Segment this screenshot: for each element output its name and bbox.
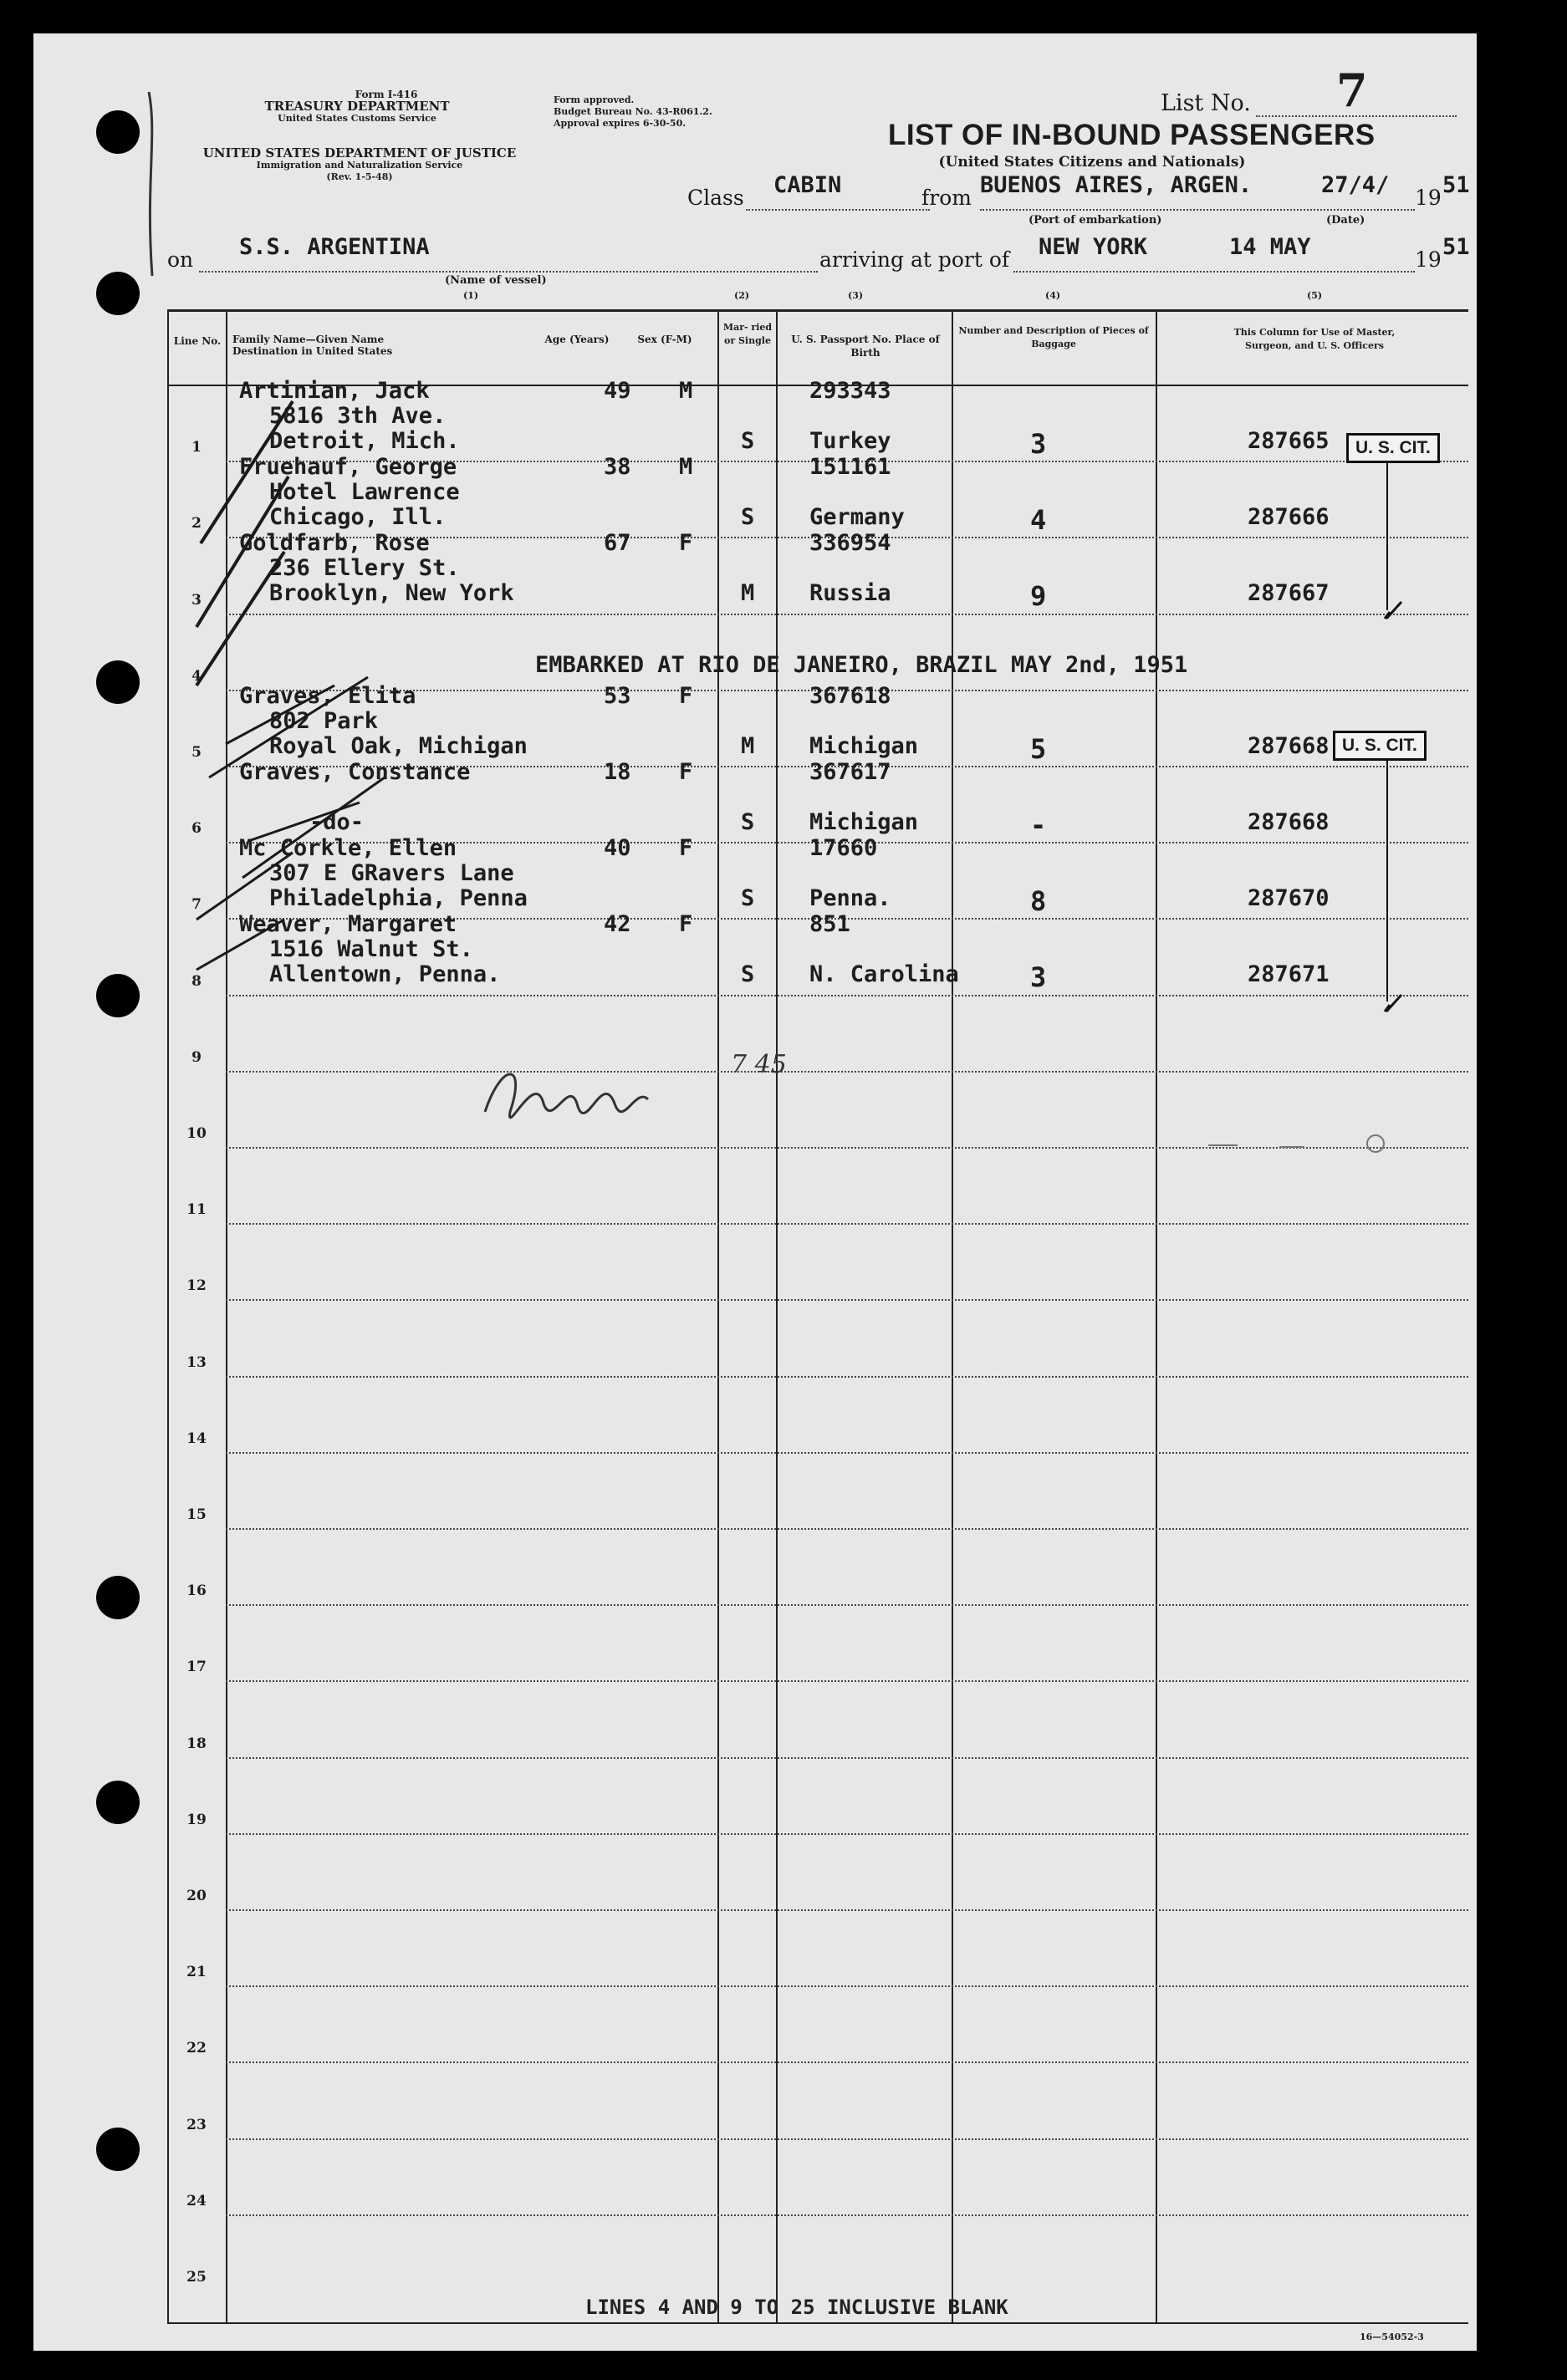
col-num-5: (5) xyxy=(1307,290,1323,301)
passenger-baggage: 3 xyxy=(1030,428,1047,460)
passenger-address: Hotel Lawrence xyxy=(269,479,460,506)
dept-justice-sub: Immigration and Naturalization Service xyxy=(256,160,463,171)
row-rule xyxy=(226,2061,1468,2063)
line-number: 12 xyxy=(186,1277,207,1295)
passenger-age: 18 xyxy=(604,759,631,785)
passenger-city: -do- xyxy=(309,809,365,835)
class-line xyxy=(746,209,930,211)
approval-line-1: Form approved. xyxy=(554,94,635,105)
passenger-officer-no: 287666 xyxy=(1248,504,1330,531)
passenger-sex: F xyxy=(679,835,693,862)
passenger-officer-no: 287671 xyxy=(1248,961,1330,988)
passenger-sex: M xyxy=(679,378,693,404)
passenger-name: Graves, Constance xyxy=(239,759,471,785)
line-number: 22 xyxy=(186,2040,207,2057)
passenger-passport-no: 336954 xyxy=(809,530,891,557)
line-number: 13 xyxy=(186,1353,207,1371)
list-no-value: 7 xyxy=(1336,64,1368,117)
form-sheet xyxy=(33,33,1477,2351)
passenger-age: 53 xyxy=(604,682,631,709)
passenger-baggage: 8 xyxy=(1030,885,1047,918)
col-num-3: (3) xyxy=(848,290,864,301)
date-caption: (Date) xyxy=(1326,214,1365,227)
line-number: 9 xyxy=(191,1048,202,1066)
passenger-name: Weaver, Margaret xyxy=(239,911,457,938)
dept-treasury-sub: United States Customs Service xyxy=(278,113,436,124)
passenger-baggage: - xyxy=(1030,809,1047,841)
passenger-passport-no: 293343 xyxy=(809,378,891,404)
passenger-address: 5816 3th Ave. xyxy=(269,403,447,429)
passenger-marital-status: S xyxy=(741,504,755,531)
passenger-marital-status: M xyxy=(741,732,755,759)
passenger-officer-no: 287665 xyxy=(1248,428,1330,454)
stamp-bracket xyxy=(1386,761,1388,1001)
row-rule xyxy=(226,614,1468,615)
check-mark xyxy=(1380,594,1413,627)
col-header-passport: U. S. Passport No. Place of Birth xyxy=(791,334,940,359)
line-number: 23 xyxy=(186,2116,207,2133)
cancel-marks xyxy=(192,385,410,1020)
line-number: 24 xyxy=(186,2192,207,2209)
from-label: from xyxy=(921,186,972,210)
row-rule xyxy=(226,1757,1468,1759)
passenger-address: 1516 Walnut St. xyxy=(269,936,473,963)
dept-treasury: TREASURY DEPARTMENT xyxy=(264,99,450,114)
passenger-age: 40 xyxy=(604,835,631,862)
passenger-age: 42 xyxy=(604,911,631,938)
col-header-sex: Sex (F-M) xyxy=(637,334,692,345)
arrival-date: 14 MAY xyxy=(1229,234,1311,260)
line-number: 3 xyxy=(191,591,202,609)
col-header-married: Mar- ried or Single xyxy=(722,322,773,346)
line-number: 4 xyxy=(191,667,202,685)
passenger-passport-no: 367618 xyxy=(809,682,891,709)
row-rule xyxy=(226,2138,1468,2140)
row-rule xyxy=(226,1909,1468,1911)
approval-line-2: Budget Bureau No. 43-R061.2. xyxy=(554,106,712,117)
from-date: 27/4/ xyxy=(1321,172,1390,198)
col-num-4: (4) xyxy=(1045,290,1061,301)
passenger-officer-no: 287668 xyxy=(1248,732,1330,759)
line-number: 18 xyxy=(186,1735,207,1752)
passenger-sex: M xyxy=(679,454,693,481)
col-header-officers: This Column for Use of Master, Surgeon, and U. S. Officers xyxy=(1233,327,1396,351)
vessel-value: S.S. ARGENTINA xyxy=(239,234,430,260)
line-number: 25 xyxy=(186,2269,207,2286)
arrival-line xyxy=(1013,271,1415,273)
row-rule xyxy=(226,1833,1468,1835)
on-label: on xyxy=(167,247,194,272)
passenger-sex: F xyxy=(679,682,693,709)
passenger-age: 38 xyxy=(604,454,631,481)
embarked-note: EMBARKED AT RIO DE JANEIRO, BRAZIL MAY 2nd, 1951 xyxy=(535,652,1188,678)
passenger-birthplace: Michigan xyxy=(809,809,919,835)
dept-justice: UNITED STATES DEPARTMENT OF JUSTICE xyxy=(202,145,517,161)
us-citizen-stamp: U. S. CIT. xyxy=(1333,731,1427,761)
passenger-marital-status: S xyxy=(741,961,755,988)
passenger-passport-no: 367617 xyxy=(809,759,891,785)
row-rule xyxy=(226,1299,1468,1301)
row-rule xyxy=(226,2214,1468,2216)
line-number: 16 xyxy=(186,1582,207,1600)
from-line xyxy=(980,209,1415,211)
from-year: 51 xyxy=(1442,172,1470,198)
punch-hole xyxy=(96,1781,140,1824)
row-rule xyxy=(226,1680,1468,1682)
passenger-address: 307 E GRavers Lane xyxy=(269,860,514,887)
punch-hole xyxy=(96,1576,140,1619)
arrival-year: 51 xyxy=(1442,234,1470,260)
passenger-city: Royal Oak, Michigan xyxy=(269,732,528,759)
line-number: 5 xyxy=(191,744,202,761)
punch-hole xyxy=(96,974,140,1017)
passenger-address: 802 Park xyxy=(269,707,379,734)
passenger-age: 67 xyxy=(604,530,631,557)
passenger-marital-status: M xyxy=(741,580,755,607)
passenger-city: Philadelphia, Penna xyxy=(269,885,528,912)
passenger-officer-no: 287670 xyxy=(1248,885,1330,912)
arriving-label: arriving at port of xyxy=(819,247,1010,272)
row-rule xyxy=(226,1985,1468,1987)
col-num-2: (2) xyxy=(734,290,750,301)
from-year-prefix: 19 xyxy=(1415,186,1442,210)
form-code: 16—54052-3 xyxy=(1360,2332,1424,2342)
line-number: 17 xyxy=(186,1659,207,1676)
line-number: 21 xyxy=(186,1964,207,1981)
col-header-name: Family Name—Given Name xyxy=(232,334,385,345)
arrival-port: NEW YORK xyxy=(1039,234,1148,260)
passenger-passport-no: 151161 xyxy=(809,454,891,481)
passenger-birthplace: Russia xyxy=(809,580,891,607)
line-number: 8 xyxy=(191,972,202,990)
line-number: 6 xyxy=(191,820,202,838)
port-caption: (Port of embarkation) xyxy=(1029,214,1162,227)
line-number: 7 xyxy=(191,896,202,914)
list-no-label: List No. xyxy=(1161,90,1251,116)
row-rule xyxy=(226,1071,1468,1073)
passenger-city: Brooklyn, New York xyxy=(269,580,514,607)
passenger-baggage: 3 xyxy=(1030,961,1047,994)
passenger-name: Mc Corkle, Ellen xyxy=(239,835,457,862)
row-rule xyxy=(226,995,1468,996)
col-header-destination: Destination in United States xyxy=(232,345,393,357)
col-header-age: Age (Years) xyxy=(544,334,610,345)
passenger-birthplace: Michigan xyxy=(809,732,919,759)
passenger-name: Graves, Elita xyxy=(239,682,416,709)
passenger-city: Allentown, Penna. xyxy=(269,961,501,988)
passenger-city: Chicago, Ill. xyxy=(269,504,447,531)
passenger-marital-status: S xyxy=(741,809,755,835)
row-rule xyxy=(226,1528,1468,1530)
col-header-baggage: Number and Description of Pieces of Baggage xyxy=(958,325,1149,349)
pencil-mark xyxy=(1204,1120,1405,1162)
vessel-caption: (Name of vessel) xyxy=(445,274,547,287)
vessel-line xyxy=(199,271,818,273)
passenger-officer-no: 287667 xyxy=(1248,580,1330,607)
passenger-birthplace: Penna. xyxy=(809,885,891,912)
form-number: Form I-416 xyxy=(355,89,418,100)
passenger-age: 49 xyxy=(604,378,631,404)
form-subtitle: (United States Citizens and Nationals) xyxy=(938,154,1246,171)
passenger-birthplace: Turkey xyxy=(809,428,891,454)
passenger-sex: F xyxy=(679,530,693,557)
col-header-line-no: Line No. xyxy=(173,335,222,347)
passenger-baggage: 9 xyxy=(1030,580,1047,613)
check-mark xyxy=(1380,986,1413,1020)
line-number: 2 xyxy=(191,515,202,533)
passenger-baggage: 5 xyxy=(1030,732,1047,765)
from-value: BUENOS AIRES, ARGEN. xyxy=(980,172,1253,198)
passenger-sex: F xyxy=(679,759,693,785)
line-number: 20 xyxy=(186,1888,207,1904)
form-title: LIST OF IN-BOUND PASSENGERS xyxy=(888,119,1376,151)
passenger-city: Detroit, Mich. xyxy=(269,428,460,454)
passenger-sex: F xyxy=(679,911,693,938)
line-number: 1 xyxy=(191,439,202,456)
passenger-marital-status: S xyxy=(741,428,755,454)
row-rule xyxy=(226,1452,1468,1454)
passenger-passport-no: 17660 xyxy=(809,835,878,862)
col-num-1: (1) xyxy=(463,290,479,301)
passenger-name: Fruehauf, George xyxy=(239,454,457,481)
line-number: 10 xyxy=(186,1125,207,1142)
passenger-birthplace: Germany xyxy=(809,504,905,531)
passenger-officer-no: 287668 xyxy=(1248,809,1330,835)
passenger-name: Goldfarb, Rose xyxy=(239,530,430,557)
approval-line-3: Approval expires 6-30-50. xyxy=(554,118,687,129)
punch-hole xyxy=(96,660,140,704)
passenger-passport-no: 851 xyxy=(809,911,850,938)
row-rule xyxy=(226,1376,1468,1378)
passenger-birthplace: N. Carolina xyxy=(809,961,959,988)
line-number: 15 xyxy=(186,1506,207,1523)
form-revision: (Rev. 1-5-48) xyxy=(326,171,393,182)
passenger-address: 236 Ellery St. xyxy=(269,555,460,582)
passenger-name: Artinian, Jack xyxy=(239,378,430,404)
punch-hole xyxy=(96,2128,140,2171)
handwritten-note: 7 45 xyxy=(731,1050,787,1079)
class-label: Class xyxy=(687,186,744,210)
arrival-year-prefix: 19 xyxy=(1415,247,1442,272)
line-number: 14 xyxy=(186,1430,207,1447)
stamp-bracket xyxy=(1386,463,1388,610)
handwritten-signature xyxy=(477,1053,661,1154)
line-number: 11 xyxy=(186,1201,207,1219)
us-citizen-stamp: U. S. CIT. xyxy=(1346,433,1440,463)
footer-note: LINES 4 AND 9 TO 25 INCLUSIVE BLANK xyxy=(585,2296,1008,2319)
line-number: 19 xyxy=(186,1811,207,1828)
passenger-baggage: 4 xyxy=(1030,504,1047,537)
row-rule xyxy=(226,1604,1468,1606)
class-value: CABIN xyxy=(773,172,842,198)
passenger-marital-status: S xyxy=(741,885,755,912)
row-rule xyxy=(226,1223,1468,1225)
